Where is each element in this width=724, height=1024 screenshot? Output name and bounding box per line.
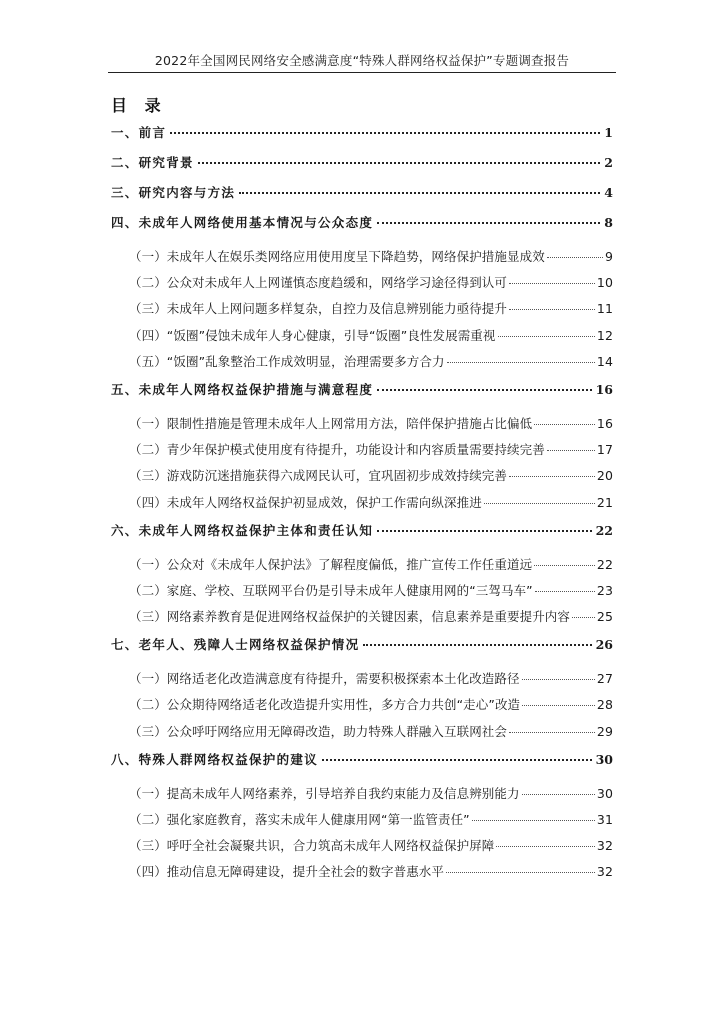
toc-entry-label: （五）“饭圈”乱象整治工作成效明显，治理需要多方合力 [129,353,445,369]
toc-page-number: 32 [596,864,613,880]
toc-entry-label: （二）公众期待网络适老化改造提升实用性，多方合力共创“走心”改造 [129,697,521,713]
toc-entry-label: 一、前言 [111,125,167,140]
toc-page-number: 26 [595,637,613,653]
dot-leader [509,731,595,733]
toc-chapter-entry[interactable] [111,374,613,404]
dot-leader [534,423,595,425]
dot-leader [535,590,595,592]
toc-entry-label: （三）公众呼吁网络应用无障碍改造，助力特殊人群融入互联网社会 [129,723,508,739]
toc-page-number: 9 [604,249,613,264]
toc-entry-label: （二）青少年保护模式使用度有待提升，功能设计和内容质量需要持续完善 [129,442,545,458]
toc-section-entry[interactable] [111,603,613,629]
toc-page-number: 22 [595,522,613,538]
toc-section-entry[interactable] [111,243,613,269]
toc-entry-label: （一）提高未成年人网络素养，引导培养自我约束能力及信息辨别能力 [129,785,520,801]
toc-entry-label: （三）网络素养教育是促进网络权益保护的关键因素，信息素养是重要提升内容 [129,609,571,625]
toc-section-entry[interactable] [111,489,613,515]
running-header: 2022年全国网民网络安全感满意度“特殊人群网络权益保护”专题调查报告 [154,53,570,68]
toc-page-number: 30 [596,785,613,801]
toc-entry-label: （四）“饭圈”侵蚀未成年人身心健康，引导“饭圈”良性发展需重视 [129,327,496,343]
toc-page-number: 28 [596,697,613,713]
toc-page-number: 31 [596,812,613,827]
toc-section-entry[interactable] [111,348,613,374]
toc-page-number: 17 [596,442,613,458]
dot-leader [509,282,595,284]
toc-entry-label: 六、未成年人网络权益保护主体和责任认知 [111,522,374,538]
toc-page-number: 16 [596,415,613,431]
dot-leader [322,758,592,761]
toc-chapter-entry[interactable] [111,207,613,237]
dot-leader [198,161,600,164]
toc-entry-label: 四、未成年人网络使用基本情况与公众态度 [111,215,374,230]
toc-page-number: 4 [604,185,613,200]
dot-leader [472,819,595,821]
toc-entry-label: （四）推动信息无障碍建设，提升全社会的数字普惠水平 [129,864,445,880]
toc-chapter-entry[interactable] [111,147,613,177]
toc-entry-label: （三）游戏防沉迷措施获得六成网民认可，宜巩固初步成效持续完善 [129,468,508,484]
toc-chapter-entry[interactable] [111,744,613,774]
dot-leader [534,564,595,566]
dot-leader [496,845,594,847]
dot-leader [522,793,595,795]
dot-leader [547,449,595,451]
toc-section-entry[interactable] [111,858,613,884]
toc-page-number: 27 [596,671,613,687]
toc-page-number: 12 [596,327,613,343]
toc-page-number: 29 [596,723,613,739]
toc-page-number: 10 [596,275,613,291]
dot-leader [572,616,595,618]
toc-title: 目 录 [111,96,167,115]
toc-entry-label: （一）公众对《未成年人保护法》了解程度偏低，推广宣传工作任重道远 [129,556,533,572]
toc-entry-label: （三）呼吁全社会凝聚共识，合力筑高未成年人网络权益保护屏障 [129,838,495,854]
toc-section-entry[interactable] [111,295,613,321]
dot-leader [547,256,603,258]
toc-section-entry[interactable] [111,322,613,348]
toc-entry-label: 三、研究内容与方法 [111,185,236,200]
dot-leader [498,335,595,337]
toc-page-number: 14 [596,353,613,369]
toc-page-number: 22 [596,556,613,572]
header-divider [108,72,616,73]
toc-section-entry[interactable] [111,462,613,488]
toc-chapter-entry[interactable] [111,629,613,659]
toc-entry-label: 八、特殊人群网络权益保护的建议 [111,751,319,767]
toc-section-entry[interactable] [111,780,613,806]
toc-page-number: 2 [604,155,613,170]
toc-entry-label: 二、研究背景 [111,155,194,170]
toc-entry-label: （四）未成年人网络权益保护初显成效，保护工作需向纵深推进 [129,494,482,510]
dot-leader [509,308,595,310]
toc-entry-label: （二）家庭、学校、互联网平台仍是引导未成年人健康用网的“三驾马车” [129,582,533,598]
toc-section-entry[interactable] [111,832,613,858]
toc-entry-label: （一）网络适老化改造满意度有待提升，需要积极探索本土化改造路径 [129,671,520,687]
dot-leader [377,529,591,532]
dot-leader [363,643,591,646]
toc-page-number: 1 [604,125,613,140]
toc-chapter-entry[interactable] [111,177,613,207]
dot-leader [484,502,595,504]
toc-section-entry[interactable] [111,806,613,832]
table-of-contents [111,117,613,885]
dot-leader [509,475,595,477]
toc-entry-label: （一）未成年人在娱乐类网络应用使用度呈下降趋势，网络保护措施显成效 [129,249,545,264]
toc-section-entry[interactable] [111,577,613,603]
toc-page-number: 16 [595,381,613,397]
toc-entry-label: （三）未成年人上网问题多样复杂，自控力及信息辨别能力亟待提升 [129,301,508,317]
toc-entry-label: 五、未成年人网络权益保护措施与满意程度 [111,381,374,397]
dot-leader [447,361,595,363]
dot-leader [446,871,595,873]
toc-page-number: 8 [604,215,613,230]
toc-section-entry[interactable] [111,665,613,691]
toc-page-number: 21 [596,494,613,510]
toc-section-entry[interactable] [111,269,613,295]
toc-chapter-entry[interactable] [111,117,613,147]
dot-leader [522,678,595,680]
dot-leader [239,191,600,194]
toc-entry-label: （二）公众对未成年人上网谨慎态度趋缓和，网络学习途径得到认可 [129,275,508,291]
dot-leader [377,388,591,391]
toc-page-number: 32 [596,838,613,854]
dot-leader [522,704,595,706]
toc-page-number: 25 [596,609,613,625]
toc-section-entry[interactable] [111,718,613,744]
toc-page-number: 20 [596,468,613,484]
toc-section-entry[interactable] [111,691,613,717]
toc-page-number: 30 [595,751,613,767]
toc-entry-label: （一）限制性措施是管理未成年人上网常用方法，陪伴保护措施占比偏低 [129,415,533,431]
toc-section-entry[interactable] [111,436,613,462]
toc-entry-label: （二）强化家庭教育，落实未成年人健康用网“第一监管责任” [129,812,470,827]
toc-page-number: 11 [596,301,613,317]
dot-leader [377,221,600,224]
toc-section-entry[interactable] [111,551,613,577]
toc-entry-label: 七、老年人、残障人士网络权益保护情况 [111,637,360,653]
toc-page-number: 23 [596,582,613,598]
dot-leader [170,131,600,134]
toc-section-entry[interactable] [111,410,613,436]
toc-chapter-entry[interactable] [111,515,613,545]
